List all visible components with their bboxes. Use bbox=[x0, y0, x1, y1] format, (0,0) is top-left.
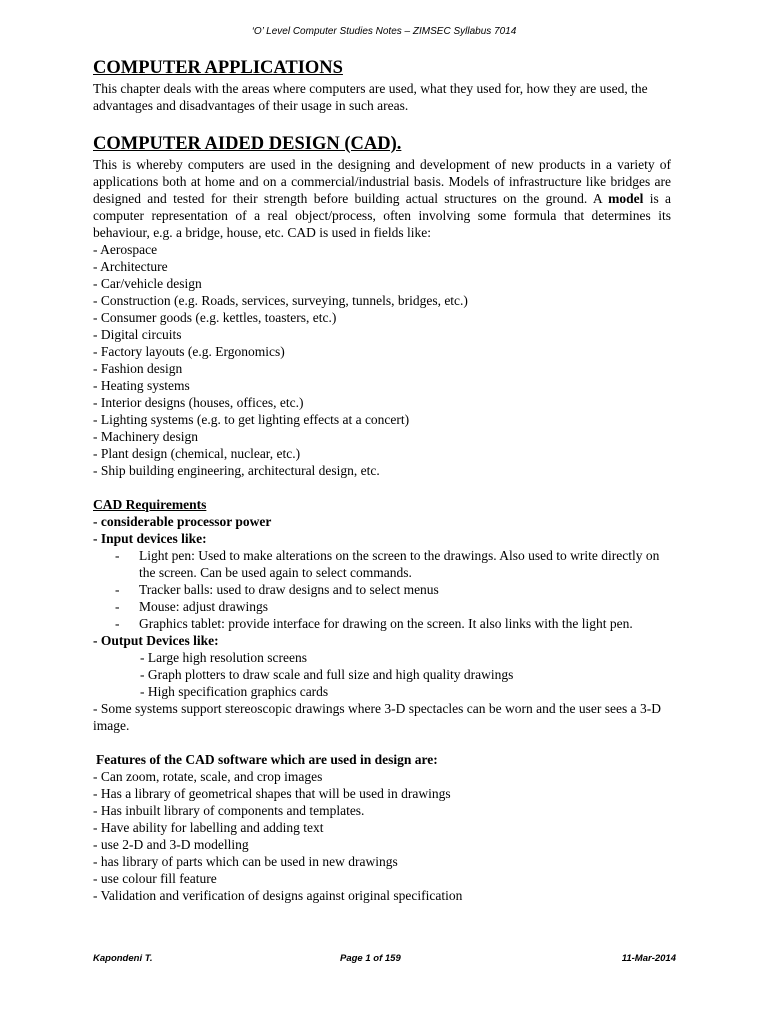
cad-para-text-2: is a computer representation of a real object/process, often involving some formula that determines its behaviour, e.g. a bridge, house, etc. CAD is used in fields like: bbox=[93, 191, 671, 240]
list-item: - Interior designs (houses, offices, etc.) bbox=[93, 395, 304, 410]
list-item: - Machinery design bbox=[93, 429, 198, 444]
footer-date: 11-Mar-2014 bbox=[621, 953, 676, 964]
page-header: ‘O’ Level Computer Studies Notes – ZIMSEC Syllabus 7014 bbox=[251, 26, 517, 37]
list-item: - Graphics tablet: provide interface for drawing on the screen. It also links with the light pen. bbox=[93, 615, 671, 632]
list-item: - use colour fill feature bbox=[93, 871, 217, 886]
section-title-computer-applications: COMPUTER APPLICATIONS bbox=[93, 58, 343, 78]
model-keyword: model bbox=[608, 191, 644, 206]
input-devices-heading: - Input devices like: bbox=[93, 531, 207, 546]
output-devices-list bbox=[93, 649, 671, 700]
output-devices-heading: - Output Devices like: bbox=[93, 633, 219, 648]
footer-author: Kapondeni T. bbox=[93, 953, 153, 964]
input-item-light-pen: Light pen: Used to make alterations on the screen to the drawings. Also used to write directly on the screen. Can be used again to select commands. bbox=[139, 548, 660, 580]
input-item-graphics-tablet: Graphics tablet: provide interface for drawing on the screen. It also links with the light pen. bbox=[139, 616, 633, 631]
input-devices-list bbox=[93, 547, 671, 632]
input-item-mouse: Mouse: adjust drawings bbox=[139, 599, 268, 614]
list-item: - Factory layouts (e.g. Ergonomics) bbox=[93, 344, 285, 359]
list-item: - Aerospace bbox=[93, 242, 158, 257]
list-item: - Tracker balls: used to draw designs and to select menus bbox=[93, 581, 671, 598]
list-item: - use 2-D and 3-D modelling bbox=[93, 837, 249, 852]
list-item: - Has inbuilt library of components and templates. bbox=[93, 803, 365, 818]
footer-page-number: Page 1 of 159 bbox=[340, 953, 401, 964]
list-item: - Digital circuits bbox=[93, 327, 182, 342]
input-item-tracker-balls: Tracker balls: used to draw designs and to select menus bbox=[139, 582, 439, 597]
section-title-cad: COMPUTER AIDED DESIGN (CAD). bbox=[93, 134, 402, 154]
list-item: - Heating systems bbox=[93, 378, 190, 393]
cad-features-heading: Features of the CAD software which are used in design are: bbox=[96, 752, 438, 767]
list-item: - Has a library of geometrical shapes that will be used in drawings bbox=[93, 786, 451, 801]
cad-requirements-heading: CAD Requirements bbox=[93, 497, 207, 512]
list-item: - Fashion design bbox=[93, 361, 183, 376]
list-item: - has library of parts which can be used in new drawings bbox=[93, 854, 398, 869]
list-item: - Car/vehicle design bbox=[93, 276, 202, 291]
list-item: - Architecture bbox=[93, 259, 168, 274]
list-item: - Construction (e.g. Roads, services, surveying, tunnels, bridges, etc.) bbox=[93, 293, 468, 308]
list-item: - Plant design (chemical, nuclear, etc.) bbox=[93, 446, 301, 461]
list-item: - Mouse: adjust drawings bbox=[93, 598, 671, 615]
document-body bbox=[93, 56, 671, 904]
list-item: - Consumer goods (e.g. kettles, toasters, etc.) bbox=[93, 310, 337, 325]
list-item: - Large high resolution screens bbox=[140, 650, 307, 665]
list-item: - Can zoom, rotate, scale, and crop images bbox=[93, 769, 323, 784]
cad-para-text-1: This is whereby computers are used in the designing and development of new products in a variety of applications both at home and on a commercial/industrial basis. Models of infrastructure like bridges are designed and tested for their strength before building actual structures on the ground. A bbox=[93, 157, 671, 206]
cad-definition-paragraph bbox=[93, 156, 671, 241]
list-item: - High specification graphics cards bbox=[140, 684, 329, 699]
cad-features-list bbox=[93, 768, 671, 904]
list-item: - Lighting systems (e.g. to get lighting effects at a concert) bbox=[93, 412, 410, 427]
cad-fields-list bbox=[93, 241, 671, 479]
list-item: - Light pen: Used to make alterations on the screen to the drawings. Also used to write directly on the screen. Can be used again to select commands. bbox=[93, 547, 671, 581]
intro-paragraph: This chapter deals with the areas where computers are used, what they used for, how they are used, the advantages and disadvantages of their usage in such areas. bbox=[93, 81, 648, 113]
list-item: - Validation and verification of designs against original specification bbox=[93, 888, 463, 903]
stereoscopic-note: - Some systems support stereoscopic drawings where 3-D spectacles can be worn and the user sees a 3-D image. bbox=[93, 701, 661, 733]
list-item: - Ship building engineering, architectural design, etc. bbox=[93, 463, 380, 478]
processor-requirement: - considerable processor power bbox=[93, 514, 272, 529]
list-item: - Graph plotters to draw scale and full size and high quality drawings bbox=[140, 667, 514, 682]
list-item: - Have ability for labelling and adding text bbox=[93, 820, 324, 835]
